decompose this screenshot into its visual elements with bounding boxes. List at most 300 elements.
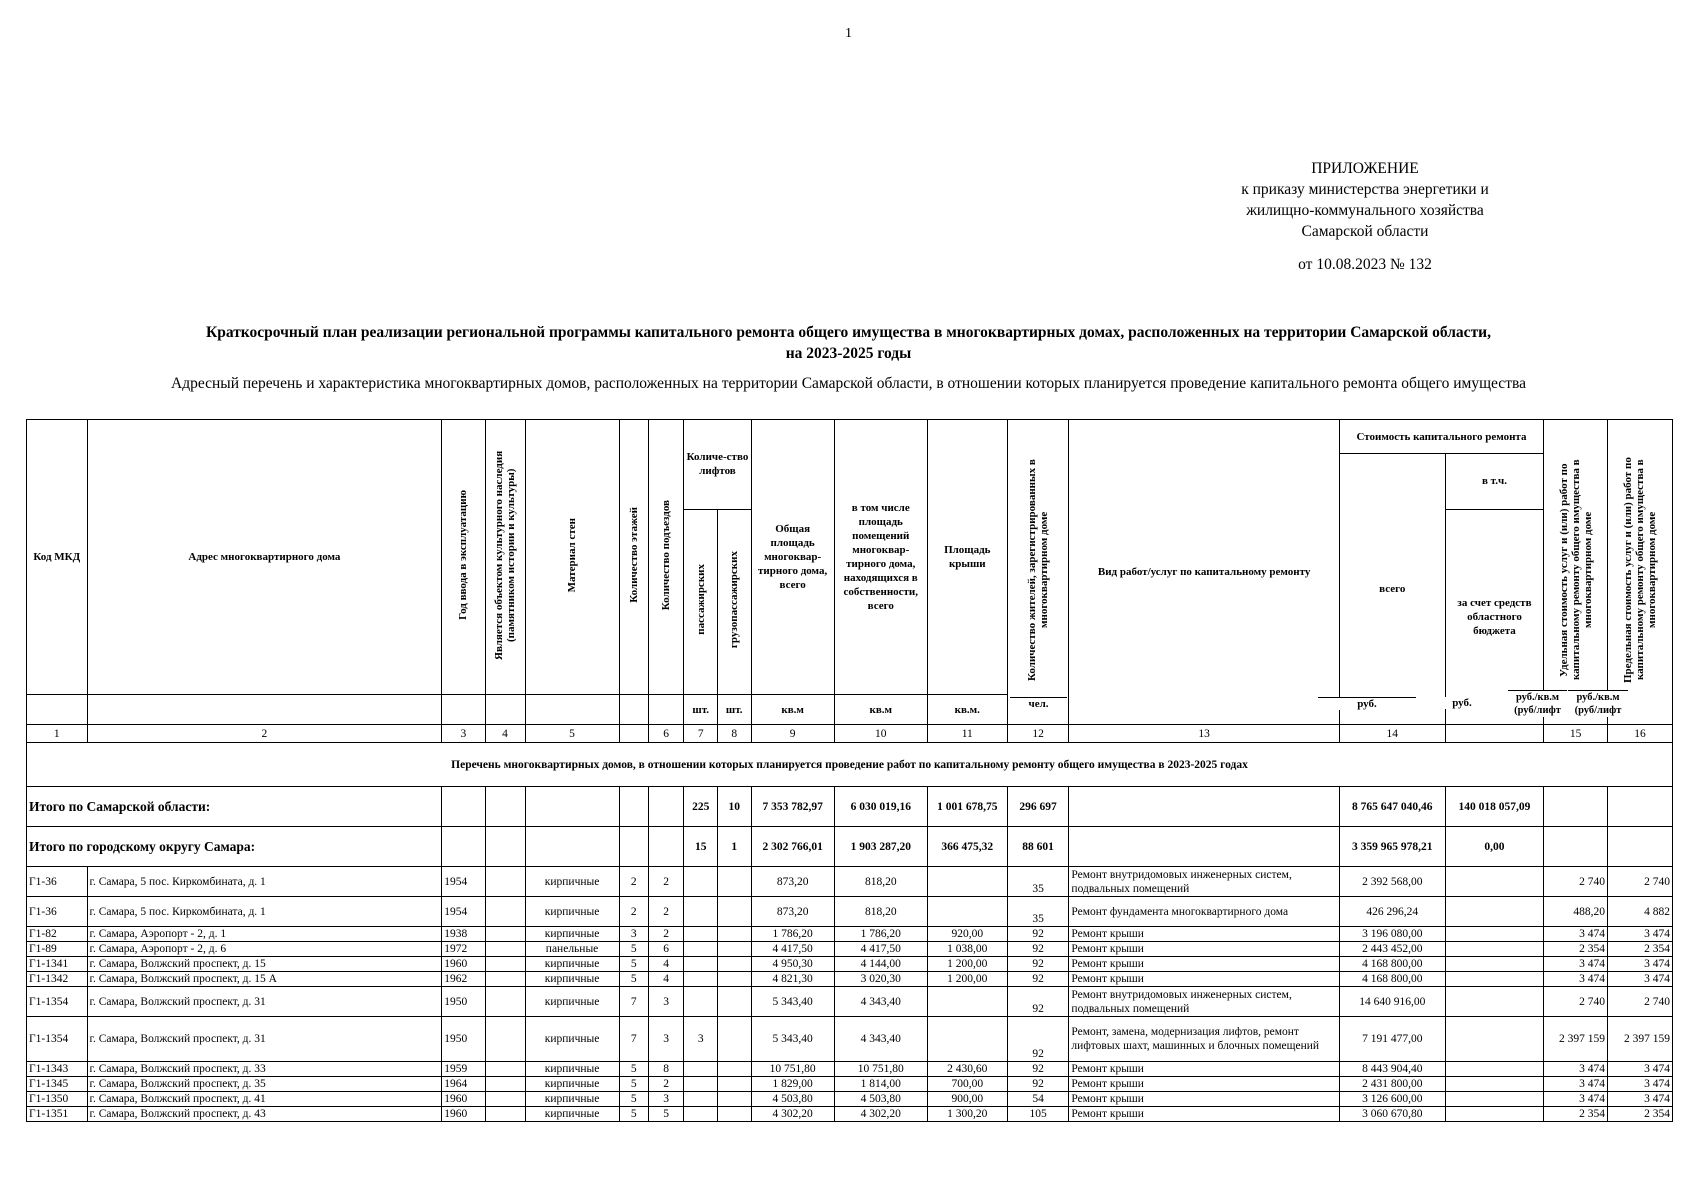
cell-lifts-pass — [684, 867, 718, 897]
cell-max-cost: 3 474 — [1607, 1077, 1672, 1092]
cell-max-cost: 2 740 — [1607, 867, 1672, 897]
cell-lifts-pass — [684, 1062, 718, 1077]
cell-year: 1972 — [442, 942, 485, 957]
total-cell: 1 001 678,75 — [927, 787, 1007, 827]
cell-heritage — [485, 987, 525, 1017]
total-cell — [442, 827, 485, 867]
cell-material: кирпичные — [525, 1107, 619, 1122]
cell-address: г. Самара, Волжский проспект, д. 31 — [87, 1017, 442, 1062]
cell-area-total: 4 417,50 — [751, 942, 834, 957]
header-lifts: Количе-ство лифтов — [684, 420, 751, 510]
cell-work: Ремонт крыши — [1069, 1077, 1339, 1092]
unit-area-total: кв.м — [751, 695, 834, 725]
appendix-title: ПРИЛОЖЕНИЕ — [1311, 160, 1419, 177]
cell-lifts-pass — [684, 987, 718, 1017]
appendix-line: жилищно-коммунального хозяйства — [1246, 202, 1484, 219]
cell-entrances: 6 — [648, 942, 684, 957]
cell-lifts-cargo — [717, 1107, 751, 1122]
cell-residents: 92 — [1007, 942, 1069, 957]
cell-cost: 3 060 670,80 — [1339, 1107, 1445, 1122]
table-row — [27, 1062, 1673, 1077]
cell-code: Г1-36 — [27, 867, 88, 897]
cell-cost-regional — [1445, 957, 1543, 972]
cell-max-cost: 4 882 — [1607, 897, 1672, 927]
cell-area-owned: 4 343,40 — [834, 987, 927, 1017]
cell-address: г. Самара, Волжский проспект, д. 43 — [87, 1107, 442, 1122]
cell-cost: 3 126 600,00 — [1339, 1092, 1445, 1107]
header-floors: Количество этажей — [627, 507, 640, 603]
cell-cost: 8 443 904,40 — [1339, 1062, 1445, 1077]
cell-max-cost: 3 474 — [1607, 957, 1672, 972]
header-heritage: Является объектом культурного наследия (памятником истории и культуры) — [493, 450, 518, 660]
column-number: 6 — [648, 725, 684, 743]
cell-material: кирпичные — [525, 972, 619, 987]
unit-lifts-pass: шт. — [684, 695, 718, 725]
cell-heritage — [485, 1062, 525, 1077]
header-cost: Стоимость капитального ремонта — [1339, 420, 1543, 454]
header-residents: Количество жителей, зарегистрированных в многоквартирном доме — [1026, 459, 1051, 681]
cell-heritage — [485, 897, 525, 927]
cell-floors: 5 — [619, 957, 648, 972]
cell-cost-regional — [1445, 867, 1543, 897]
header-roof-area: Площадь крыши — [927, 420, 1007, 695]
page-number: 1 — [845, 26, 852, 41]
cell-cost-regional — [1445, 987, 1543, 1017]
cell-unit-cost: 488,20 — [1544, 897, 1608, 927]
cell-heritage — [485, 1092, 525, 1107]
cell-entrances: 2 — [648, 1077, 684, 1092]
document-title — [0, 322, 1697, 364]
cell-lifts-pass: 3 — [684, 1017, 718, 1062]
cell-year: 1960 — [442, 957, 485, 972]
cell-roof: 2 430,60 — [927, 1062, 1007, 1077]
header-area-owned: в том числе площадь помещений многоквар-тирного дома, находящихся в собственности, всего — [834, 420, 927, 695]
cell-lifts-pass — [684, 972, 718, 987]
unit-cost-regional: руб. — [1417, 697, 1507, 709]
column-number: 9 — [751, 725, 834, 743]
cell-entrances: 3 — [648, 1092, 684, 1107]
unit-floors — [619, 695, 648, 725]
cell-address: г. Самара, Волжский проспект, д. 15 — [87, 957, 442, 972]
cell-floors: 7 — [619, 1017, 648, 1062]
cell-cost-regional — [1445, 942, 1543, 957]
cell-max-cost: 3 474 — [1607, 1092, 1672, 1107]
total-cell: 3 359 965 978,21 — [1339, 827, 1445, 867]
cell-roof — [927, 897, 1007, 927]
cell-address: г. Самара, 5 пос. Киркомбината, д. 1 — [87, 897, 442, 927]
header-year: Год ввода в эксплуатацию — [457, 490, 470, 620]
cell-code: Г1-36 — [27, 897, 88, 927]
section-title: Перечень многоквартирных домов, в отношении которых планируется проведение работ по капитальному ремонту общего имущества в 2023-2025 годах — [27, 743, 1673, 787]
cell-residents: 92 — [1007, 972, 1069, 987]
cell-lifts-pass — [684, 1092, 718, 1107]
cell-lifts-pass — [684, 897, 718, 927]
table-row — [27, 1017, 1673, 1062]
cell-lifts-pass — [684, 957, 718, 972]
table-row — [27, 927, 1673, 942]
total-cell — [442, 787, 485, 827]
cell-work: Ремонт внутридомовых инженерных систем, подвальных помещений — [1069, 987, 1339, 1017]
cell-floors: 7 — [619, 987, 648, 1017]
column-number: 13 — [1069, 725, 1339, 743]
cell-code: Г1-1350 — [27, 1092, 88, 1107]
header-incl: в т.ч. — [1445, 454, 1543, 510]
title-line: на 2023-2025 годы — [785, 345, 912, 362]
cell-address: г. Самара, Аэропорт - 2, д. 6 — [87, 942, 442, 957]
total-cell — [1069, 827, 1339, 867]
header-entrances: Количество подъездов — [660, 499, 673, 611]
total-cell — [1607, 787, 1672, 827]
cell-address: г. Самара, Аэропорт - 2, д. 1 — [87, 927, 442, 942]
cell-cost: 4 168 800,00 — [1339, 957, 1445, 972]
total-cell — [1607, 827, 1672, 867]
table-row — [27, 972, 1673, 987]
cell-unit-cost: 3 474 — [1544, 1062, 1608, 1077]
cell-floors: 5 — [619, 1092, 648, 1107]
cell-max-cost: 3 474 — [1607, 1062, 1672, 1077]
total-cell — [648, 787, 684, 827]
cell-floors: 5 — [619, 942, 648, 957]
cell-lifts-pass — [684, 1107, 718, 1122]
cell-area-owned: 1 786,20 — [834, 927, 927, 942]
cell-entrances: 4 — [648, 957, 684, 972]
unit-lifts-cargo: шт. — [717, 695, 751, 725]
cell-heritage — [485, 957, 525, 972]
cell-floors: 5 — [619, 1107, 648, 1122]
cell-cost: 426 296,24 — [1339, 897, 1445, 927]
cell-address: г. Самара, Волжский проспект, д. 33 — [87, 1062, 442, 1077]
cell-lifts-cargo — [717, 867, 751, 897]
total-cell: 0,00 — [1445, 827, 1543, 867]
unit-address — [87, 695, 442, 725]
cell-cost-regional — [1445, 1107, 1543, 1122]
cell-roof: 1 038,00 — [927, 942, 1007, 957]
cell-lifts-cargo — [717, 1017, 751, 1062]
column-number: 3 — [442, 725, 485, 743]
cell-unit-cost: 2 740 — [1544, 867, 1608, 897]
cell-floors: 2 — [619, 867, 648, 897]
cell-material: панельные — [525, 942, 619, 957]
header-unit-cost: Удельная стоимость услуг и (или) работ по капитальному ремонту общего имущества в многоквартирном доме — [1557, 459, 1594, 681]
cell-roof: 1 200,00 — [927, 972, 1007, 987]
header-address: Адрес многоквартирного дома — [87, 420, 442, 695]
cell-area-total: 4 821,30 — [751, 972, 834, 987]
cell-material: кирпичные — [525, 1092, 619, 1107]
cell-roof: 900,00 — [927, 1092, 1007, 1107]
cell-floors: 2 — [619, 897, 648, 927]
cell-code: Г1-1343 — [27, 1062, 88, 1077]
cell-code: Г1-89 — [27, 942, 88, 957]
cell-code: Г1-1351 — [27, 1107, 88, 1122]
cell-work: Ремонт фундамента многоквартирного дома — [1069, 897, 1339, 927]
cell-work: Ремонт крыши — [1069, 1107, 1339, 1122]
cell-area-total: 1 786,20 — [751, 927, 834, 942]
total-cell: 2 302 766,01 — [751, 827, 834, 867]
cell-unit-cost: 2 397 159 — [1544, 1017, 1608, 1062]
total-row — [27, 787, 1673, 827]
cell-work: Ремонт крыши — [1069, 972, 1339, 987]
header-cost-regional: за счет средств областного бюджета — [1445, 509, 1543, 725]
cell-entrances: 4 — [648, 972, 684, 987]
cell-area-total: 4 503,80 — [751, 1092, 834, 1107]
unit-residents: чел. — [1010, 697, 1067, 710]
cell-lifts-cargo — [717, 972, 751, 987]
total-cell: 6 030 019,16 — [834, 787, 927, 827]
cell-material: кирпичные — [525, 897, 619, 927]
total-cell: 7 353 782,97 — [751, 787, 834, 827]
total-cell: 10 — [717, 787, 751, 827]
cell-cost-regional — [1445, 972, 1543, 987]
cell-entrances: 2 — [648, 897, 684, 927]
total-cell: 15 — [684, 827, 718, 867]
cell-floors: 3 — [619, 927, 648, 942]
cell-area-total: 4 950,30 — [751, 957, 834, 972]
cell-year: 1954 — [442, 897, 485, 927]
cell-area-total: 5 343,40 — [751, 1017, 834, 1062]
cell-cost-regional — [1445, 1062, 1543, 1077]
cell-lifts-cargo — [717, 897, 751, 927]
column-number: 12 — [1007, 725, 1069, 743]
cell-area-total: 1 829,00 — [751, 1077, 834, 1092]
header-work-type: Вид работ/услуг по капитальному ремонту — [1069, 420, 1339, 725]
unit-entrances — [648, 695, 684, 725]
header-material: Материал стен — [566, 517, 579, 593]
column-number: 10 — [834, 725, 927, 743]
cell-year: 1960 — [442, 1107, 485, 1122]
title-line: Краткосрочный план реализации региональной программы капитального ремонта общего имущества в многоквартирных домах, расположенных на территории Самарской области, — [205, 324, 1491, 341]
cell-floors: 5 — [619, 1077, 648, 1092]
column-number: 14 — [1339, 725, 1445, 743]
cell-area-owned: 4 343,40 — [834, 1017, 927, 1062]
cell-max-cost: 2 354 — [1607, 942, 1672, 957]
cell-material: кирпичные — [525, 1062, 619, 1077]
total-cell — [485, 787, 525, 827]
cell-entrances: 2 — [648, 927, 684, 942]
total-cell: 366 475,32 — [927, 827, 1007, 867]
cell-address: г. Самара, Волжский проспект, д. 15 А — [87, 972, 442, 987]
table-row — [27, 897, 1673, 927]
cell-heritage — [485, 1017, 525, 1062]
cell-code: Г1-1345 — [27, 1077, 88, 1092]
cell-address: г. Самара, 5 пос. Киркомбината, д. 1 — [87, 867, 442, 897]
cell-cost: 4 168 800,00 — [1339, 972, 1445, 987]
column-number: 16 — [1607, 725, 1672, 743]
cell-work: Ремонт крыши — [1069, 942, 1339, 957]
unit-unit-cost: руб./кв.м (руб/лифт — [1508, 690, 1567, 717]
cell-material: кирпичные — [525, 957, 619, 972]
cell-lifts-cargo — [717, 1092, 751, 1107]
cell-cost: 14 640 916,00 — [1339, 987, 1445, 1017]
total-cell — [525, 827, 619, 867]
appendix-line: Самарской области — [1301, 223, 1429, 240]
total-cell: 1 — [717, 827, 751, 867]
cell-area-owned: 4 417,50 — [834, 942, 927, 957]
cell-residents: 35 — [1007, 867, 1069, 897]
column-number: 8 — [717, 725, 751, 743]
cell-area-owned: 3 020,30 — [834, 972, 927, 987]
cell-area-total: 5 343,40 — [751, 987, 834, 1017]
cell-address: г. Самара, Волжский проспект, д. 35 — [87, 1077, 442, 1092]
cell-unit-cost: 3 474 — [1544, 927, 1608, 942]
cell-address: г. Самара, Волжский проспект, д. 41 — [87, 1092, 442, 1107]
cell-residents: 92 — [1007, 927, 1069, 942]
total-cell: 88 601 — [1007, 827, 1069, 867]
cell-address: г. Самара, Волжский проспект, д. 31 — [87, 987, 442, 1017]
cell-year: 1960 — [442, 1092, 485, 1107]
cell-lifts-cargo — [717, 957, 751, 972]
unit-material — [525, 695, 619, 725]
cell-work: Ремонт внутридомовых инженерных систем, подвальных помещений — [1069, 867, 1339, 897]
cell-roof: 1 300,20 — [927, 1107, 1007, 1122]
cell-roof — [927, 1017, 1007, 1062]
total-cell: Итого по городскому округу Самара: — [27, 827, 442, 867]
cell-cost-regional — [1445, 1017, 1543, 1062]
cell-area-total: 873,20 — [751, 897, 834, 927]
table-row — [27, 867, 1673, 897]
total-cell: 8 765 647 040,46 — [1339, 787, 1445, 827]
column-number: 7 — [684, 725, 718, 743]
capital-repair-table — [26, 419, 1673, 1122]
total-cell: Итого по Самарской области: — [27, 787, 442, 827]
table-row — [27, 1077, 1673, 1092]
header-lifts-cargo: грузопассажирских — [728, 551, 741, 649]
cell-max-cost: 3 474 — [1607, 927, 1672, 942]
cell-material: кирпичные — [525, 1017, 619, 1062]
total-row — [27, 827, 1673, 867]
cell-max-cost: 3 474 — [1607, 972, 1672, 987]
header-max-cost: Предельная стоимость услуг и (или) работ по капитальному ремонту общего имущества в многоквартирном доме — [1621, 457, 1658, 683]
cell-work: Ремонт крыши — [1069, 1092, 1339, 1107]
cell-material: кирпичные — [525, 1077, 619, 1092]
cell-heritage — [485, 1107, 525, 1122]
appendix-line: к приказу министерства энергетики и — [1241, 181, 1489, 198]
cell-entrances: 5 — [648, 1107, 684, 1122]
cell-roof — [927, 867, 1007, 897]
cell-code: Г1-82 — [27, 927, 88, 942]
document-subtitle: Адресный перечень и характеристика многоквартирных домов, расположенных на территории Самарской области, в отношении которых планируется проведение капитального ремонта общего имущества — [171, 375, 1526, 392]
cell-code: Г1-1341 — [27, 957, 88, 972]
cell-roof: 700,00 — [927, 1077, 1007, 1092]
cell-entrances: 3 — [648, 987, 684, 1017]
cell-heritage — [485, 972, 525, 987]
unit-code — [27, 695, 88, 725]
total-cell — [1069, 787, 1339, 827]
cell-entrances: 8 — [648, 1062, 684, 1077]
cell-cost-regional — [1445, 1077, 1543, 1092]
total-cell — [1544, 787, 1608, 827]
cell-area-owned: 1 814,00 — [834, 1077, 927, 1092]
table-row — [27, 942, 1673, 957]
table-row — [27, 1092, 1673, 1107]
header-cost-total: всего — [1339, 454, 1445, 725]
cell-area-total: 10 751,80 — [751, 1062, 834, 1077]
cell-residents: 92 — [1007, 987, 1069, 1017]
total-cell: 1 903 287,20 — [834, 827, 927, 867]
cell-unit-cost: 2 740 — [1544, 987, 1608, 1017]
cell-code: Г1-1354 — [27, 1017, 88, 1062]
cell-year: 1959 — [442, 1062, 485, 1077]
cell-unit-cost: 2 354 — [1544, 1107, 1608, 1122]
cell-area-owned: 4 144,00 — [834, 957, 927, 972]
cell-roof: 920,00 — [927, 927, 1007, 942]
total-cell — [619, 827, 648, 867]
table-row — [27, 1107, 1673, 1122]
cell-year: 1964 — [442, 1077, 485, 1092]
cell-residents: 105 — [1007, 1107, 1069, 1122]
cell-residents: 92 — [1007, 1062, 1069, 1077]
cell-residents: 92 — [1007, 1017, 1069, 1062]
header-lifts-pass: пассажирских — [694, 564, 707, 636]
cell-unit-cost: 3 474 — [1544, 1092, 1608, 1107]
cell-area-owned: 818,20 — [834, 897, 927, 927]
cell-unit-cost: 3 474 — [1544, 957, 1608, 972]
cell-roof — [927, 987, 1007, 1017]
cell-code: Г1-1342 — [27, 972, 88, 987]
unit-roof-area: кв.м. — [927, 695, 1007, 725]
cell-cost: 7 191 477,00 — [1339, 1017, 1445, 1062]
cell-lifts-pass — [684, 1077, 718, 1092]
unit-year — [442, 695, 485, 725]
cell-year: 1950 — [442, 1017, 485, 1062]
unit-heritage — [485, 695, 525, 725]
cell-work: Ремонт крыши — [1069, 957, 1339, 972]
cell-cost-regional — [1445, 927, 1543, 942]
total-cell — [1544, 827, 1608, 867]
cell-unit-cost: 2 354 — [1544, 942, 1608, 957]
cell-residents: 92 — [1007, 957, 1069, 972]
cell-max-cost: 2 740 — [1607, 987, 1672, 1017]
table-row — [27, 957, 1673, 972]
cell-lifts-cargo — [717, 942, 751, 957]
cell-entrances: 3 — [648, 1017, 684, 1062]
cell-cost-regional — [1445, 1092, 1543, 1107]
unit-area-owned: кв.м — [834, 695, 927, 725]
cell-heritage — [485, 927, 525, 942]
total-cell — [485, 827, 525, 867]
cell-lifts-pass — [684, 927, 718, 942]
cell-year: 1954 — [442, 867, 485, 897]
cell-entrances: 2 — [648, 867, 684, 897]
cell-lifts-cargo — [717, 1077, 751, 1092]
cell-material: кирпичные — [525, 927, 619, 942]
table-body — [27, 725, 1673, 1122]
total-cell: 225 — [684, 787, 718, 827]
appendix-block — [1200, 158, 1530, 275]
cell-max-cost: 2 354 — [1607, 1107, 1672, 1122]
cell-cost: 2 443 452,00 — [1339, 942, 1445, 957]
column-number — [619, 725, 648, 743]
total-cell — [525, 787, 619, 827]
cell-area-owned: 10 751,80 — [834, 1062, 927, 1077]
total-cell: 296 697 — [1007, 787, 1069, 827]
cell-year: 1938 — [442, 927, 485, 942]
cell-floors: 5 — [619, 1062, 648, 1077]
header-area-total: Общая площадь многоквар-тирного дома, всего — [751, 420, 834, 695]
cell-cost: 3 196 080,00 — [1339, 927, 1445, 942]
unit-cost-total: руб. — [1318, 697, 1416, 710]
column-number: 11 — [927, 725, 1007, 743]
cell-work: Ремонт, замена, модернизация лифтов, ремонт лифтовых шахт, машинных и блочных помещений — [1069, 1017, 1339, 1062]
cell-lifts-cargo — [717, 1062, 751, 1077]
cell-area-owned: 4 503,80 — [834, 1092, 927, 1107]
cell-work: Ремонт крыши — [1069, 927, 1339, 942]
cell-code: Г1-1354 — [27, 987, 88, 1017]
total-cell: 140 018 057,09 — [1445, 787, 1543, 827]
appendix-date: от 10.08.2023 № 132 — [1298, 256, 1432, 273]
cell-material: кирпичные — [525, 987, 619, 1017]
total-cell — [648, 827, 684, 867]
cell-year: 1962 — [442, 972, 485, 987]
